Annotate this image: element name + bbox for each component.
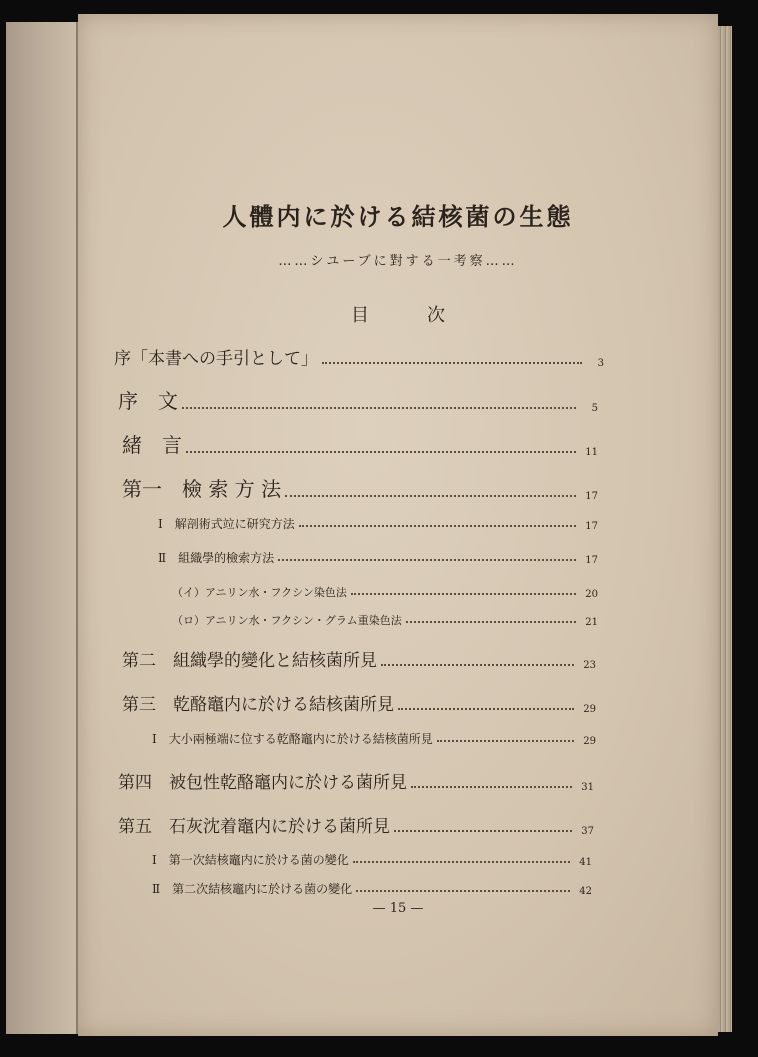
toc-entry-label: Ⅰ 解剖術式竝に研究方法 [158,517,295,531]
dot-leader [381,664,574,666]
toc-entry-page: 37 [581,826,594,837]
toc-entry[interactable] [152,730,596,747]
dot-leader [278,559,576,561]
dot-leader [406,621,576,623]
toc-entry-label: （イ）アニリン水・フクシン染色法 [172,586,347,599]
toc-entry-page: 5 [591,403,598,414]
document-title: 人體内に於ける結核菌の生態 [222,202,574,231]
dot-leader [299,525,576,527]
toc-entry-label: 第四 被包性乾酪竈内に於ける菌所見 [118,773,407,793]
page-number: — 15 — [372,901,424,916]
toc-entry[interactable] [118,385,598,414]
toc-entry[interactable] [122,429,598,458]
document-subtitle: ……シユーブに對する一考察…… [278,254,518,269]
toc-entry[interactable] [122,646,596,671]
dot-leader [182,407,576,409]
dot-leader [322,362,582,364]
toc-entry-label: Ⅱ 第二次結核竈内に於ける菌の變化 [152,882,353,896]
toc-heading: 目次 [351,305,503,326]
toc-entry[interactable] [122,690,596,715]
toc-entry-label: 序「本書への手引として」 [114,349,318,369]
toc-entry[interactable] [118,812,594,837]
toc-entry-page: 20 [585,589,598,600]
toc-entry-page: 23 [583,660,596,671]
dot-leader [351,593,576,595]
toc-entry-page: 29 [583,736,596,747]
dot-leader [356,890,570,892]
toc-entry-label: 第三 乾酪竈内に於ける結核菌所見 [122,695,394,715]
toc-entry[interactable] [172,584,598,600]
dot-leader [394,830,572,832]
dot-leader [353,861,570,863]
toc-entry[interactable] [152,880,592,897]
toc-entry-page: 31 [581,782,594,793]
toc-entry[interactable] [118,768,594,793]
toc-entry-label: 第一 檢 索 方 法 [122,477,282,501]
toc-entry[interactable] [172,612,598,628]
toc-entry-page: 41 [579,857,592,868]
toc-entry[interactable] [158,515,598,532]
toc-entry-page: 17 [585,555,598,566]
toc-entry-page: 17 [585,521,598,532]
toc-entry[interactable] [158,549,598,566]
toc-entry-label: （ロ）アニリン水・フクシン・グラム重染色法 [172,614,402,627]
toc-entry[interactable] [152,851,592,868]
toc-entry-page: 29 [583,704,596,715]
toc-entry-label: Ⅰ 大小兩極端に位する乾酪竈内に於ける結核菌所見 [152,732,433,746]
toc-entry-page: 11 [585,447,598,458]
toc-entry-label: 緒 言 [122,433,182,457]
toc-entry-label: 第五 石灰沈着竈内に於ける菌所見 [118,817,390,837]
toc-entry-page: 17 [585,491,598,502]
toc-entry-page: 21 [585,617,598,628]
toc-entry[interactable] [122,473,598,502]
book-page [78,14,718,1036]
toc-entry[interactable] [114,344,604,369]
toc-entry-label: 第二 組織學的變化と結核菌所見 [122,651,377,671]
dot-leader [398,708,574,710]
facing-page [6,22,78,1034]
dot-leader [186,451,576,453]
dot-leader [285,495,576,497]
dot-leader [411,786,572,788]
dot-leader [437,740,574,742]
toc-entry-page: 42 [579,886,592,897]
page-edges [718,26,732,1032]
toc-entry-label: 序 文 [118,389,178,413]
toc-entry-page: 3 [597,358,604,369]
toc-entry-label: Ⅱ 組織學的檢索方法 [158,551,275,565]
toc-entry-label: Ⅰ 第一次結核竈内に於ける菌の變化 [152,853,349,867]
